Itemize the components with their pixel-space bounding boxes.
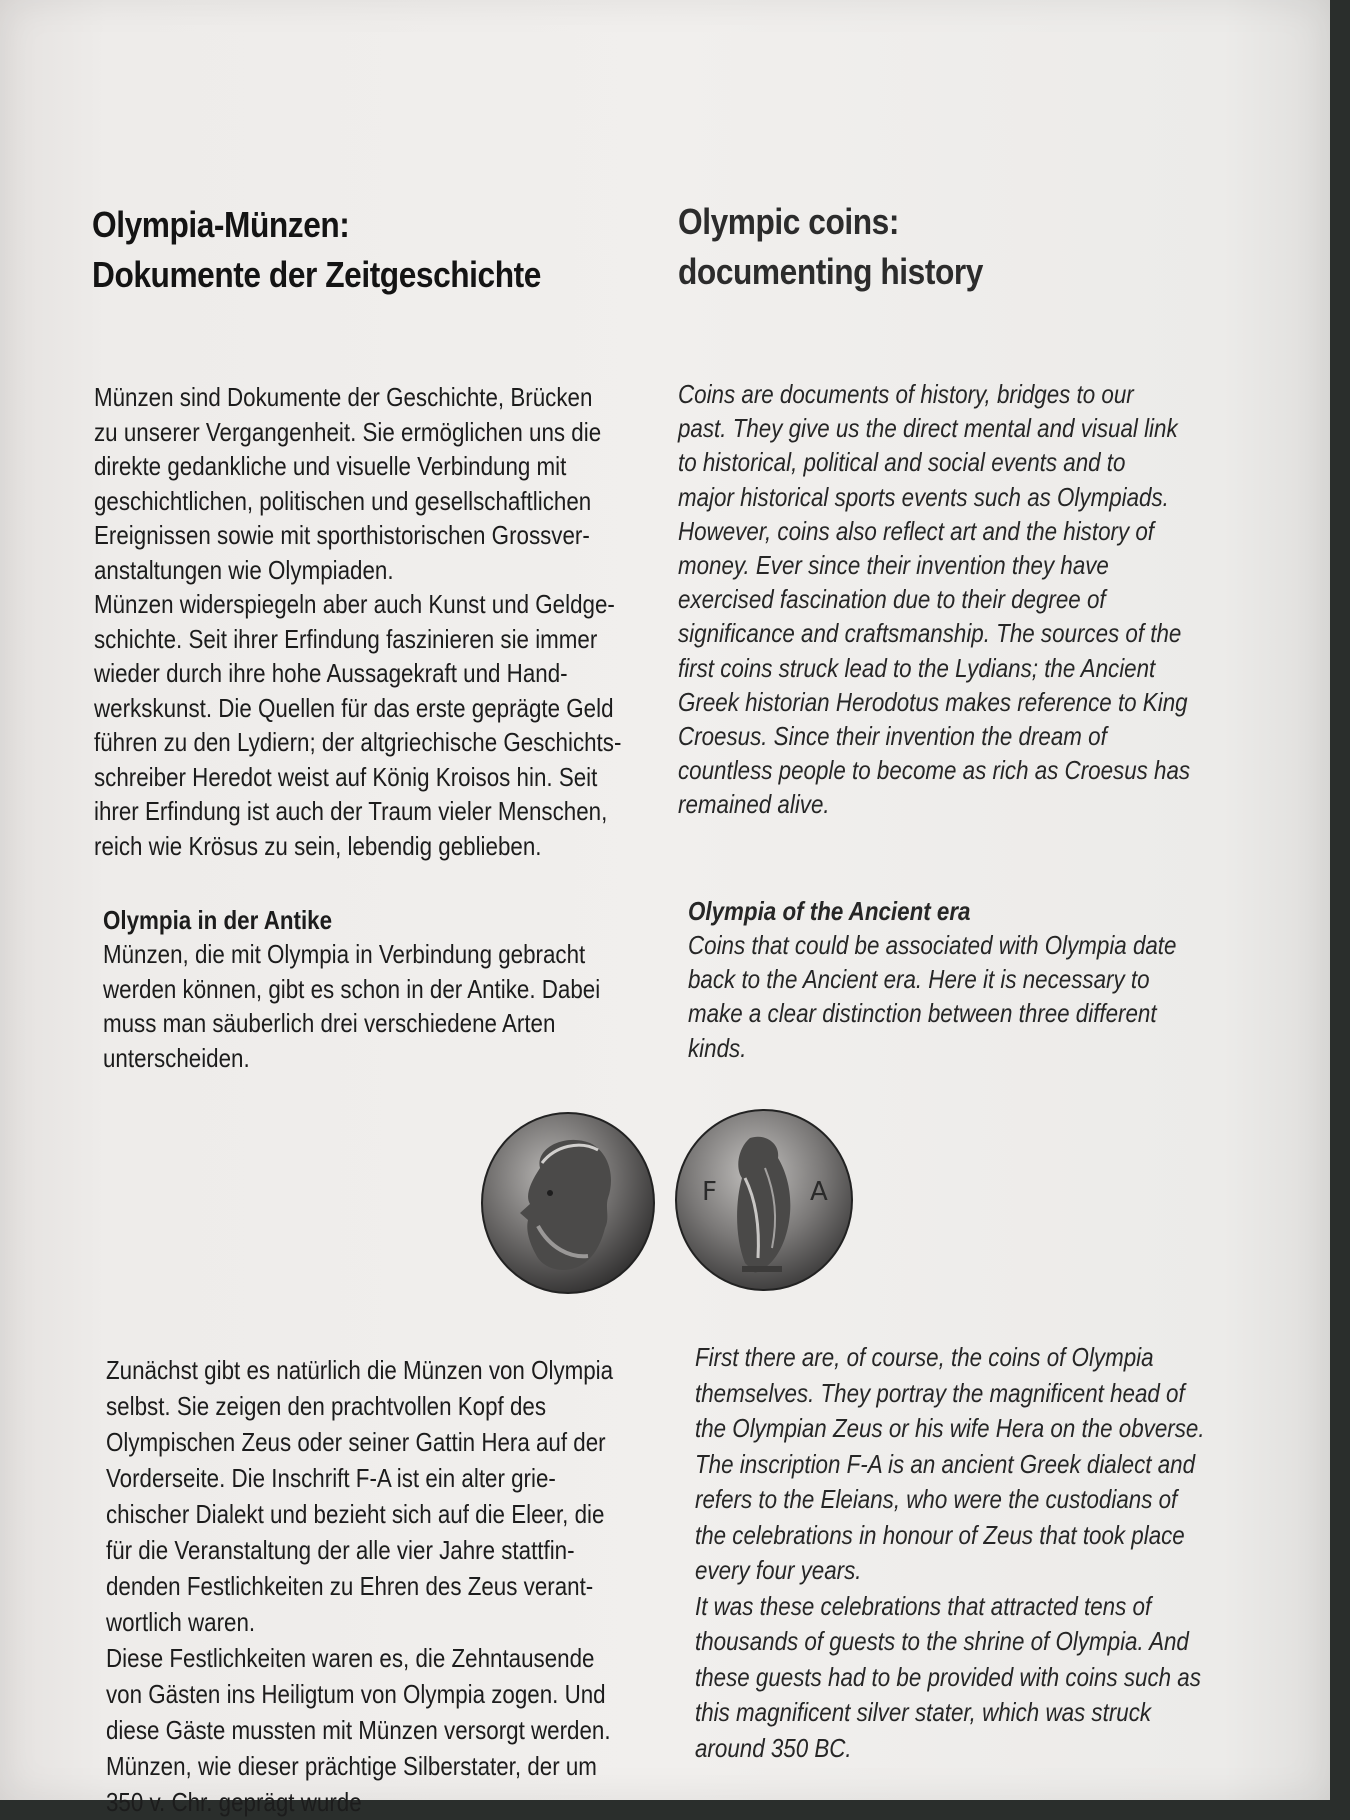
german-section-text: Münzen, die mit Olympia in Verbindung gebracht werden können, gibt es schon in der Antike. Dabei muss man säuberlich drei verschiedene Arten unterscheiden. — [103, 939, 601, 1073]
german-bottom-block — [106, 1352, 666, 1820]
german-intro-text: Münzen sind Dokumente der Geschichte, Brücken zu unserer Vergangenheit. Sie ermöglichen uns die direkte gedankliche und visuelle Verbindung mit geschichtlichen, politischen und gesellschaftlichen Ereignissen sowie mit sporthistorischen Grossver- anstaltungen wie Olympiaden. Münzen widerspiegeln aber auch Kunst und Geldge- schichte. Seit ihrer Erfindung faszinieren sie immer wieder durch ihre hohe Aussagekraft und Hand- werkskunst. Die Quellen für das erste geprägte Geld führen zu den Lydiern; der altgriechische Geschichts- schreiber Heredot weist auf König Kroisos hin. Seit ihrer Erfindung ist auch der Traum vieler Menschen, reich wie Krösus zu sein, lebendig geblieben. — [94, 382, 622, 861]
german-bottom-text: Zunächst gibt es natürlich die Münzen von Olympia selbst. Sie zeigen den prachtvollen Kopf des Olympischen Zeus oder seiner Gattin Hera auf der Vorderseite. Die Inschrift F-A ist ein alter grie- chischer Dialekt und bezieht sich auf die Eleer, die für die Veranstaltung der alle vier Jahre stattfin- denden Festlichkeiten zu Ehren des Zeus verant- wortlich waren. Diese Festlichkeiten waren es, die Zehntausende von Gästen ins Heiligtum von Olympia zogen. Und diese Gäste mussten mit Münzen versorgt werden. Münzen, wie dieser prächtige Silberstater, der um 350 v. Chr. geprägt wurde — [106, 1355, 614, 1817]
german-intro-block — [94, 380, 654, 863]
coin-letter-right: A — [810, 1177, 828, 1207]
english-section-block — [688, 894, 1278, 1065]
german-section-heading: Olympia in der Antike — [103, 905, 333, 935]
english-intro-block — [678, 377, 1268, 822]
english-bottom-block — [695, 1340, 1285, 1766]
english-title-line1: Olympic coins: — [678, 201, 899, 242]
english-title — [678, 197, 983, 297]
english-section-heading: Olympia of the Ancient era — [688, 896, 971, 926]
english-intro-text: Coins are documents of history, bridges to our past. They give us the direct mental and visual link to historical, political and social events and to major historical sports events such as Olympiads. However, coins also reflect art and the history of money. Ever since their invention they have exercised fascination due to their degree of significance and craftsmanship. The sources of the first coins struck lead to the Lydians; the Ancient Greek historian Herodotus makes reference to King Croesus. Since their invention the dream of countless people to become as rich as Croesus has remained alive. — [678, 379, 1191, 820]
german-section-block — [103, 903, 663, 1075]
english-title-line2: documenting history — [678, 251, 983, 292]
english-section-text: Coins that could be associated with Olympia date back to the Ancient era. Here it is necessary to make a clear distinction between three different kinds. — [688, 930, 1177, 1063]
german-title — [92, 200, 541, 300]
coin-obverse-zeus — [482, 1113, 654, 1293]
olympia-stater-coins-image — [480, 1108, 860, 1298]
coin-reverse-eagle — [676, 1110, 852, 1290]
german-title-line1: Olympia-Münzen: — [92, 204, 350, 245]
coin-letter-left: F — [702, 1177, 717, 1207]
english-bottom-text: First there are, of course, the coins of Olympia themselves. They portray the magnificent head of the Olympian Zeus or his wife Hera on the obverse. The inscription F-A is an ancient Greek dialect and refers to the Eleians, who were the custodians of the celebrations in honour of Zeus that took place every four years. It was these celebrations that attracted tens of thousands of guests to the shrine of Olympia. And these guests had to be provided with coins such as this magnificent silver stater, which was struck around 350 BC. — [695, 1342, 1205, 1763]
german-title-line2: Dokumente der Zeitgeschichte — [92, 254, 541, 295]
